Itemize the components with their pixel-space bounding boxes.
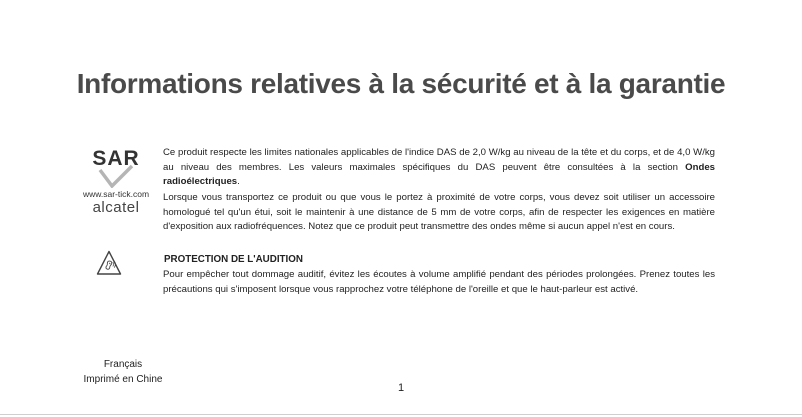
hearing-protection-heading: PROTECTION DE L'AUDITION	[164, 254, 303, 265]
sar-logo	[78, 148, 154, 216]
page-number: 1	[397, 382, 405, 394]
sar-intro-text: Ce produit respecte les limites nationales applicables de l'indice DAS de 2,0 W/kg au niveau de la tête et du corps, et de 4,0 W/kg au niveau des membres. Les valeurs maximales spécifiques du DAS peuvent être consultées à la section	[163, 147, 715, 173]
sar-section-reference: Ondes radioélectriques	[163, 161, 715, 188]
sar-url: www.sar-tick.com	[82, 189, 150, 199]
footer-language: Français	[103, 359, 143, 370]
hearing-warning-icon	[96, 250, 122, 276]
page-title: Informations relatives à la sécurité et à la garantie	[76, 68, 726, 99]
sar-end-punct: .	[237, 176, 240, 188]
sar-paragraph	[163, 146, 715, 190]
footer-origin: Imprimé en Chine	[83, 374, 163, 385]
page-bottom-divider	[0, 414, 802, 415]
sar-label: SAR	[92, 147, 140, 170]
brand-logo: alcatel	[92, 199, 140, 216]
body-distance-paragraph: Lorsque vous transportez ce produit ou que vous le portez à proximité de votre corps, vous devez soit utiliser un accessoire homologué tel qu'un étui, soit le maintenir à une distance de 5 mm de votre corps, afin de respecter les exigences en matière d'exposition aux radiofréquences. Notez que ce produit peut transmettre des ondes même si aucun appel n'est en cours.	[163, 192, 715, 233]
hearing-protection-text: Pour empêcher tout dommage auditif, évitez les écoutes à volume amplifié pendant des périodes prolongées. Prenez toutes les précautions qui s'imposent lorsque vous rapprochez votre téléphone de l'oreille et que le haut-parleur est activé.	[163, 269, 715, 295]
